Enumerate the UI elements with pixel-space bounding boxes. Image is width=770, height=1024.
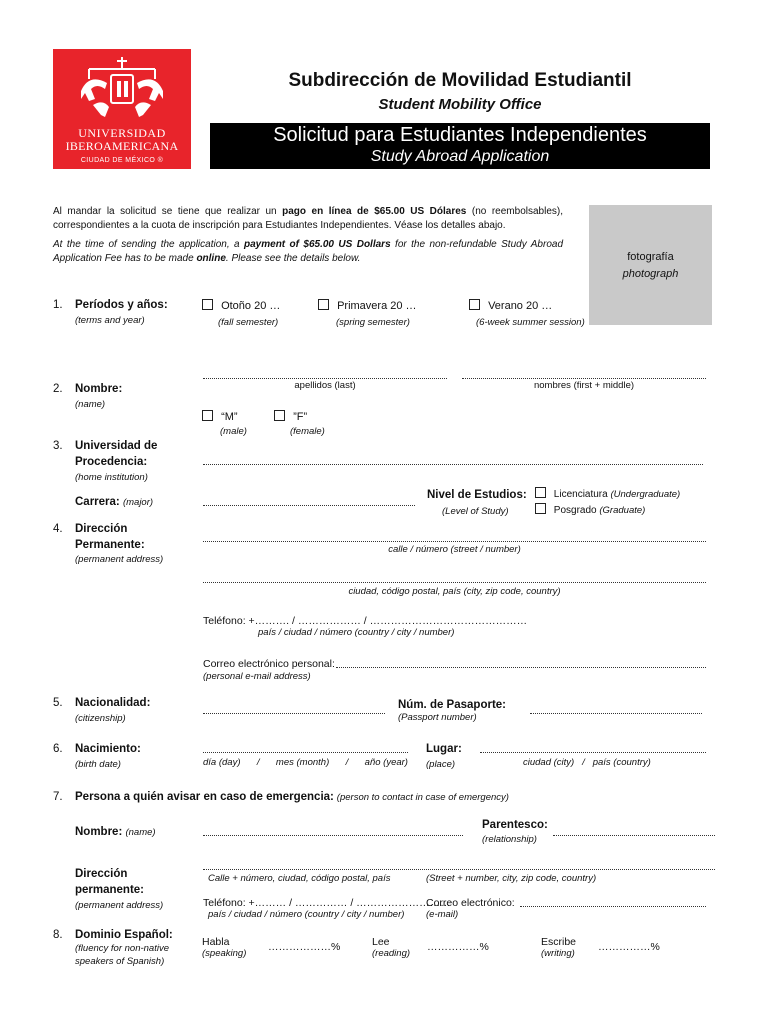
section-6-label-en: (birth date): [75, 759, 121, 770]
birth-date-separator-1: /: [256, 757, 260, 768]
term-spring-option[interactable]: [318, 299, 417, 312]
career-label-en: (major): [122, 497, 154, 508]
logo-line-2: IBEROAMERICANA: [65, 139, 179, 153]
personal-email-caption: (personal e-mail address): [203, 671, 311, 682]
birth-date-separator-2: /: [345, 757, 349, 768]
relationship-field[interactable]: [553, 826, 715, 836]
home-institution-field[interactable]: [203, 455, 703, 465]
last-name-caption: apellidos (last): [294, 380, 356, 391]
gender-male-option[interactable]: [202, 410, 238, 423]
section-4-label-1: Dirección: [75, 523, 128, 535]
banner-subtitle: Study Abroad Application: [370, 148, 550, 165]
section-7-label: [75, 791, 509, 803]
level-label: Nivel de Estudios:: [427, 489, 527, 501]
passport-field[interactable]: [530, 704, 702, 714]
birth-date-field[interactable]: [203, 743, 408, 753]
section-2-label: Nombre:: [75, 383, 123, 395]
speaking-field[interactable]: ………………%: [268, 941, 341, 953]
intro-english: [53, 238, 563, 266]
intro-en-bold: payment of $65.00 US Dollars: [244, 239, 391, 250]
reading-label: Lee: [372, 936, 390, 948]
gender-male-checkbox[interactable]: [202, 410, 213, 421]
level-undergrad-option[interactable]: [535, 487, 680, 500]
level-grad-label-en: (Graduate): [599, 505, 646, 516]
section-1-label: Períodos y años:: [75, 299, 168, 311]
section-3-number: 3.: [53, 440, 63, 452]
street-caption: calle / número (street / number): [388, 544, 521, 555]
level-grad-checkbox[interactable]: [535, 503, 546, 514]
emergency-address-hint-en: (Street + number, city, zip code, country): [426, 873, 597, 884]
level-grad-label: Posgrado: [553, 505, 597, 516]
gender-male-label: “M”: [221, 411, 238, 423]
photo-label-es: fotografía: [627, 251, 674, 263]
form-title-banner: [210, 123, 710, 169]
birth-month-caption: mes (month): [275, 757, 330, 768]
section-5-number: 5.: [53, 697, 63, 709]
intro-en-text-2: for the non-refundable Study Abroad Application Fee has to be made: [53, 239, 564, 264]
phone-caption: país / ciudad / número (country / city / number): [258, 627, 455, 638]
section-7-label-en: (person to contact in case of emergency): [336, 792, 509, 803]
term-summer-label-en: (6-week summer session): [476, 317, 585, 328]
banner-title: Solicitud para Estudiantes Independientes: [273, 124, 647, 146]
term-spring-label: Primavera 20 …: [337, 300, 417, 312]
emergency-address-label-1: Dirección: [75, 868, 128, 880]
section-6-label: Nacimiento:: [75, 743, 141, 755]
birth-date-caption: [203, 757, 408, 768]
term-summer-option[interactable]: [469, 299, 552, 312]
gender-male-label-en: (male): [220, 426, 247, 437]
emergency-email-caption: (e-mail): [426, 909, 459, 920]
section-4-label-en: (permanent address): [75, 554, 164, 565]
emergency-address-field[interactable]: [203, 860, 715, 870]
section-3-label-en: (home institution): [75, 472, 148, 483]
university-logo: [53, 49, 191, 169]
term-fall-option[interactable]: [202, 299, 280, 312]
gender-female-option[interactable]: [274, 410, 307, 423]
city-caption: ciudad, código postal, país (city, zip code, country): [348, 586, 561, 597]
emergency-address-label-2: permanente:: [75, 884, 145, 896]
birth-place-separator: /: [582, 757, 585, 768]
emergency-email-label: Correo electrónico:: [426, 897, 515, 909]
photo-label-en: photograph: [622, 268, 679, 280]
street-field[interactable]: [203, 532, 706, 542]
section-2-number: 2.: [53, 383, 63, 395]
logo-line-1: UNIVERSIDAD: [78, 126, 166, 140]
intro-es-bold: pago en línea de $65.00 US Dólares: [282, 206, 467, 217]
career-label-text: Carrera:: [75, 496, 120, 508]
intro-en-text-1: At the time of sending the application, a: [53, 239, 245, 250]
photo-box[interactable]: [589, 205, 712, 325]
emergency-phone-caption: país / ciudad / número (country / city / number): [208, 909, 405, 920]
citizenship-field[interactable]: [203, 704, 385, 714]
section-3-label-2: Procedencia:: [75, 456, 148, 468]
intro-en-bold-2: online: [196, 253, 226, 264]
section-1-number: 1.: [53, 299, 63, 311]
level-undergrad-checkbox[interactable]: [535, 487, 546, 498]
birth-city-caption: ciudad (city): [523, 757, 575, 768]
emergency-address-label-en: (permanent address): [75, 900, 164, 911]
gender-female-label-en: (female): [290, 426, 325, 437]
birth-country-caption: país (country): [592, 757, 651, 768]
emergency-name-label: [75, 826, 156, 838]
level-grad-option[interactable]: [535, 503, 645, 516]
intro-es-text-1: Al mandar la solicitud se tiene que realizar un: [53, 206, 283, 217]
writing-label-en: (writing): [541, 948, 575, 959]
emergency-name-label-en: (name): [125, 827, 156, 838]
reading-field[interactable]: ……………%: [427, 941, 489, 953]
intro-es-text-2: (no reembolsables), correspondientes a la cuota de inscripción para Estudiantes Independientes. Véase los detalles abajo.: [53, 206, 563, 231]
birth-place-label-en: (place): [426, 759, 456, 770]
speaking-label: Habla: [202, 936, 230, 948]
section-8-label: Dominio Español:: [75, 929, 173, 941]
writing-field[interactable]: ……………%: [598, 941, 660, 953]
emergency-email-field[interactable]: [520, 897, 706, 907]
section-7-number: 7.: [53, 791, 63, 803]
page-subtitle: Student Mobility Office: [378, 96, 542, 113]
career-label: [75, 496, 153, 508]
term-summer-label: Verano 20 …: [488, 300, 553, 312]
horses-crest-icon: [53, 49, 191, 129]
section-5-label-en: (citizenship): [75, 713, 126, 724]
term-fall-label: Otoño 20 …: [221, 300, 281, 312]
first-name-caption: nombres (first + middle): [533, 380, 635, 391]
city-field[interactable]: [203, 573, 706, 583]
section-8-label-en-1: (fluency for non-native: [75, 943, 169, 954]
term-spring-label-en: (spring semester): [336, 317, 410, 328]
birth-year-caption: año (year): [364, 757, 408, 768]
emergency-address-hint: Calle + número, ciudad, código postal, país: [208, 873, 391, 884]
page-title: Subdirección de Movilidad Estudiantil: [288, 70, 632, 91]
reading-label-en: (reading): [372, 948, 411, 959]
section-4-label-2: Permanente:: [75, 539, 145, 551]
birth-place-field[interactable]: [480, 743, 706, 753]
term-spring-checkbox[interactable]: [318, 299, 329, 310]
section-3-label-1: Universidad de: [75, 440, 158, 452]
gender-female-checkbox[interactable]: [274, 410, 285, 421]
relationship-label: Parentesco:: [482, 819, 548, 831]
intro-en-text-3: . Please see the details below.: [225, 253, 361, 264]
speaking-label-en: (speaking): [202, 948, 247, 959]
level-undergrad-label: Licenciatura: [553, 489, 608, 500]
section-5-label: Nacionalidad:: [75, 697, 151, 709]
section-6-number: 6.: [53, 743, 63, 755]
section-4-number: 4.: [53, 523, 63, 535]
personal-email-field[interactable]: [336, 658, 706, 668]
level-undergrad-label-en: (Undergraduate): [610, 489, 681, 500]
section-8-label-en-2: speakers of Spanish): [75, 956, 165, 967]
personal-email-label: Correo electrónico personal:: [203, 658, 335, 670]
term-summer-checkbox[interactable]: [469, 299, 480, 310]
intro-spanish: [53, 205, 563, 233]
section-8-number: 8.: [53, 929, 63, 941]
section-1-label-en: (terms and year): [75, 315, 145, 326]
gender-female-label: ”F”: [293, 411, 308, 423]
term-fall-checkbox[interactable]: [202, 299, 213, 310]
logo-line-3: CIUDAD DE MÉXICO ®: [80, 157, 164, 164]
term-fall-label-en: (fall semester): [218, 317, 279, 328]
section-7-label-text: Persona a quién avisar en caso de emergencia:: [75, 791, 334, 803]
birth-place-caption: [523, 757, 651, 768]
last-name-field[interactable]: [203, 369, 447, 379]
passport-label: Núm. de Pasaporte:: [398, 699, 506, 711]
phone-field[interactable]: Teléfono: +………. / ……………… / ………………………………………: [203, 615, 528, 627]
first-name-field[interactable]: [462, 369, 706, 379]
birth-place-label: Lugar:: [426, 743, 462, 755]
emergency-name-field[interactable]: [203, 826, 463, 836]
level-label-en: (Level of Study): [442, 506, 509, 517]
section-2-label-en: (name): [75, 399, 106, 410]
writing-label: Escribe: [541, 936, 577, 948]
passport-label-en: (Passport number): [398, 712, 477, 723]
birth-day-caption: día (day): [203, 757, 241, 768]
relationship-label-en: (relationship): [482, 834, 537, 845]
emergency-name-label-text: Nombre:: [75, 826, 123, 838]
career-field[interactable]: [203, 496, 415, 506]
emergency-phone-field[interactable]: Teléfono: +……… / …………… / ………………………: [203, 897, 451, 909]
